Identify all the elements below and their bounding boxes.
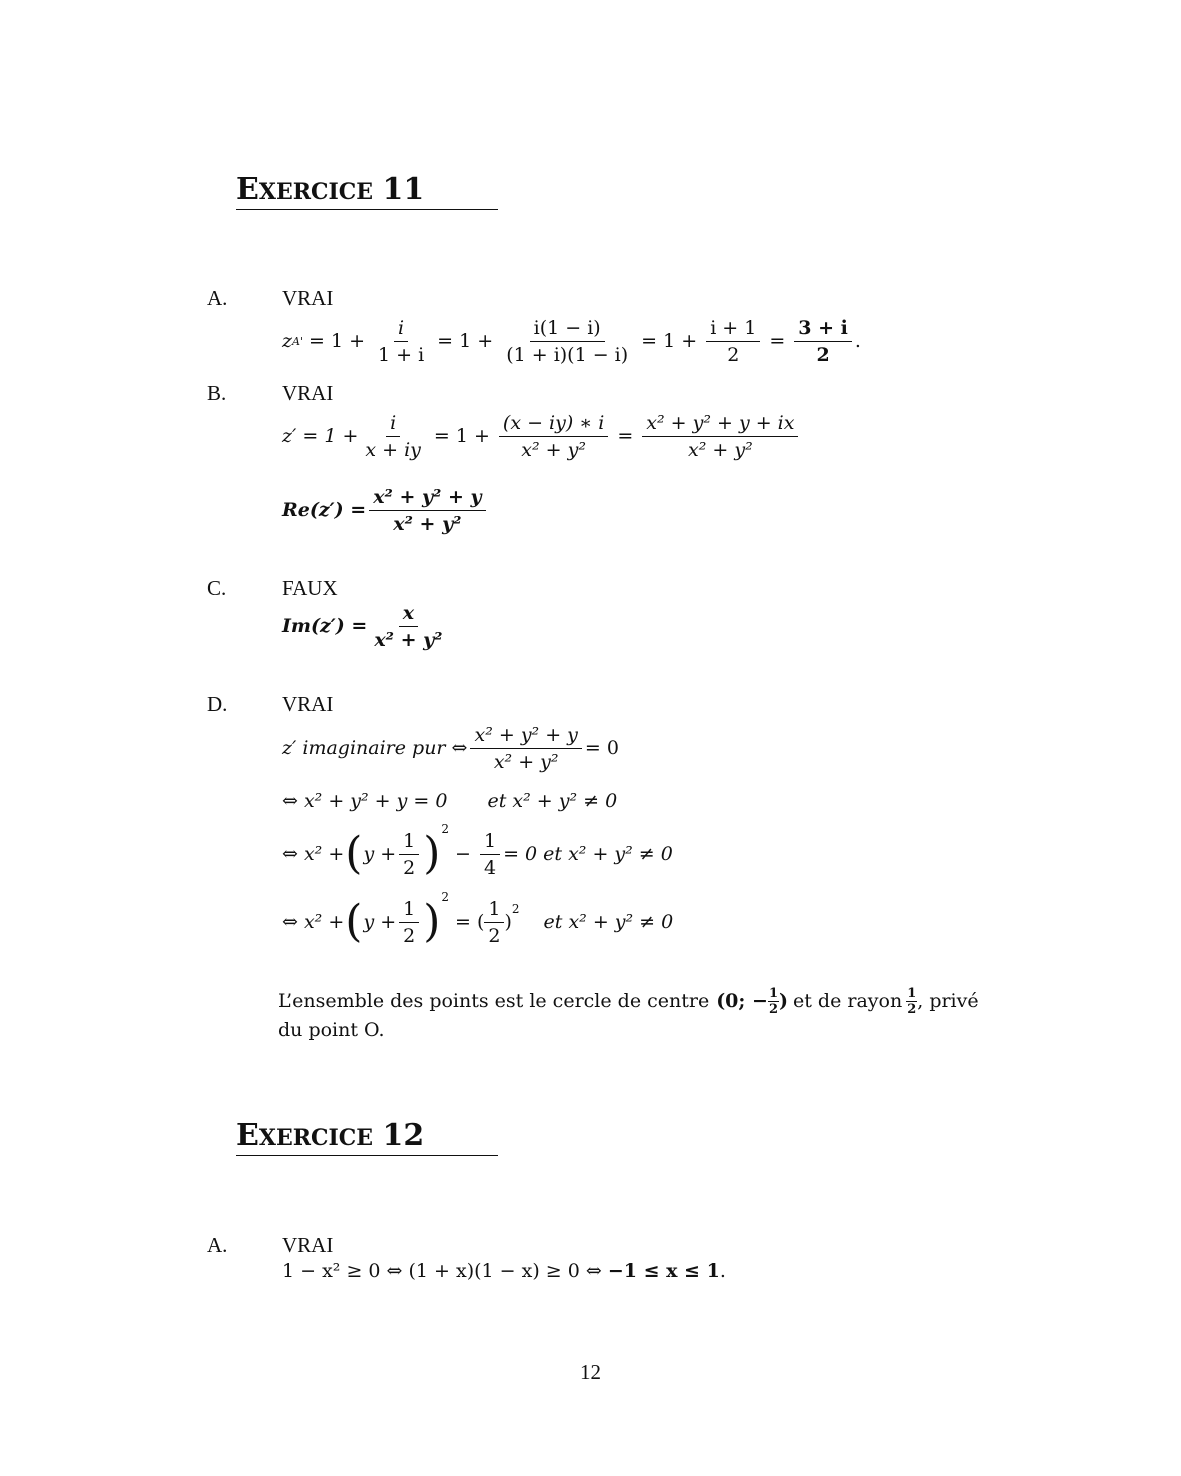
formula-d-l3-exp: 2 (441, 822, 450, 836)
formula-c-den: x² + y² (374, 628, 443, 651)
item-verdict-c: FAUX (282, 576, 338, 600)
formula-c-frac (370, 600, 446, 653)
ex12-formula-a (282, 1257, 726, 1285)
exercise-12-heading (236, 1120, 498, 1156)
ex12-formula-a-main: 1 − x² ≥ 0 ⇔ (1 + x)(1 − x) ≥ 0 ⇔ (282, 1260, 602, 1282)
item-verdict-a: VRAI (282, 286, 334, 310)
formula-d-l1-rhs: = 0 (584, 737, 619, 759)
formula-d-l3-half-num: 1 (399, 828, 419, 855)
formula-d-l3-half-den: 2 (403, 856, 416, 879)
formula-d-l3-a: ⇔ x² + (282, 843, 345, 865)
exercise-12-number: 12 (382, 1118, 425, 1153)
formula-d-l4-a: ⇔ x² + (282, 911, 345, 933)
item-verdict-d: VRAI (282, 692, 334, 716)
formula-a-result-den: 2 (816, 343, 830, 366)
formula-a (282, 310, 861, 372)
formula-d-l1-den: x² + y² (493, 750, 559, 773)
formula-b-frac3 (642, 410, 798, 463)
formula-b-frac2-den: x² + y² (521, 438, 586, 461)
formula-b-frac1 (361, 410, 425, 463)
item-letter-d: D. (207, 692, 228, 716)
formula-b-re-frac (369, 484, 485, 537)
formula-d-l1-frac (470, 722, 581, 775)
formula-d-l4-rhs-open: ( (476, 911, 485, 933)
centre-frac (768, 986, 779, 1017)
formula-c-num: x (402, 601, 415, 624)
ex12-formula-a-result: −1 ≤ x ≤ 1 (607, 1260, 720, 1282)
formula-d-l4-close-paren: ) (423, 896, 441, 947)
formula-a-eq3: = 1 + (641, 330, 698, 352)
formula-d-l4-half-den: 2 (403, 924, 416, 947)
formula-c (282, 594, 449, 658)
formula-a-frac3-num: i + 1 (706, 315, 760, 342)
formula-d-l4-half (399, 896, 419, 949)
formula-d-line3 (282, 822, 673, 886)
formula-d-l4-exp: 2 (441, 890, 450, 904)
formula-a-lhs: z (282, 330, 293, 352)
formula-a-eq1: = 1 + (308, 330, 365, 352)
conclusion-text-2: et de rayon (793, 990, 903, 1012)
conclusion-paragraph (278, 986, 998, 1044)
conclusion-line-2: du point O. (278, 1019, 385, 1041)
formula-a-result-num: 3 + i (794, 315, 852, 342)
formula-d-l1-num: x² + y² + y (474, 723, 578, 746)
formula-b-frac1-den: x + iy (365, 438, 421, 461)
conclusion-line-1 (278, 986, 998, 1017)
formula-d-l3-half (399, 828, 419, 881)
formula-a-frac1-num: i (398, 316, 405, 339)
rayon-num: 1 (907, 986, 917, 1001)
ex12-formula-a-end: . (719, 1260, 726, 1282)
formula-d-l3-quarter-num: 1 (480, 828, 500, 855)
formula-b-frac2 (499, 410, 608, 463)
formula-d-l4-rhs-den: 2 (488, 924, 501, 947)
formula-b-frac1-num: i (390, 411, 397, 434)
exercise-12-label: EXERCICE (236, 1118, 374, 1153)
formula-a-lhs-sub: A' (292, 334, 303, 348)
formula-a-frac1-den: 1 + i (378, 343, 425, 366)
formula-b-re-lhs: Re(z′) = (282, 499, 367, 521)
rayon-den: 2 (907, 1002, 917, 1017)
formula-d-l4-et: et x² + y² ≠ 0 (543, 911, 674, 933)
formula-d-l3-quarter-den: 4 (483, 856, 497, 879)
formula-d-l2: ⇔ x² + y² + y = 0 (282, 790, 448, 812)
item-letter-b: B. (207, 381, 227, 405)
formula-b-frac3-den: x² + y² (688, 438, 753, 461)
formula-a-frac2-den: (1 + i)(1 − i) (506, 343, 629, 366)
formula-a-end: . (854, 330, 861, 352)
formula-d-l4-eq: = (455, 911, 471, 933)
formula-b-frac2-num: (x − iy) ∗ i (502, 411, 605, 434)
formula-d-l2-et: et x² + y² ≠ 0 (487, 790, 618, 812)
formula-b-eq2: = 1 + (433, 425, 490, 447)
exercise-11-number: 11 (382, 172, 425, 207)
formula-a-frac2-num: i(1 − i) (530, 315, 605, 342)
formula-d-l4-rhs-frac (484, 896, 504, 949)
formula-b-frac3-num: x² + y² + y + ix (646, 411, 795, 434)
formula-a-frac1 (374, 315, 428, 368)
formula-d-line1 (282, 716, 619, 780)
formula-a-frac3 (706, 315, 760, 368)
item-verdict-b: VRAI (282, 381, 334, 405)
conclusion-text-1: L’ensemble des points est le cercle de centre (278, 990, 710, 1012)
formula-b-re-num: x² + y² + y (373, 485, 482, 508)
formula-d-l3-close-paren: ) (423, 828, 441, 879)
item-letter-c: C. (207, 576, 227, 600)
ex12-item-verdict-a: VRAI (282, 1233, 334, 1257)
formula-d-l3-rhs: = 0 et x² + y² ≠ 0 (503, 843, 673, 865)
formula-d-l4-open-paren: ( (345, 896, 363, 947)
formula-d-line2 (282, 786, 617, 816)
rayon-frac (906, 986, 917, 1017)
centre-close: ) (779, 990, 788, 1012)
formula-c-im-lhs: Im(z′) = (282, 615, 368, 637)
item-letter-a: A. (207, 286, 228, 310)
formula-d-l3-minus: − (455, 843, 471, 865)
centre-den: 2 (768, 1002, 778, 1017)
ex12-item-letter-a: A. (207, 1233, 228, 1257)
formula-a-eq4: = (769, 330, 786, 352)
formula-d-l4-half-num: 1 (399, 896, 419, 923)
formula-b (282, 404, 801, 468)
formula-d-l4-rhs-exp: 2 (511, 902, 520, 916)
formula-a-frac2 (502, 315, 632, 368)
formula-a-eq2: = 1 + (437, 330, 494, 352)
centre-num: 1 (768, 986, 778, 1001)
formula-d-l3-y: y + (363, 843, 397, 865)
formula-b-real-part (282, 478, 489, 542)
formula-d-l3-quarter (480, 828, 500, 881)
page-number: 12 (580, 1360, 601, 1384)
formula-d-line4 (282, 890, 673, 954)
formula-d-l4-rhs-close: ) (504, 911, 512, 933)
formula-b-eq3: = (617, 425, 634, 447)
formula-d-l3-open-paren: ( (345, 828, 363, 879)
formula-a-result (794, 315, 852, 368)
exercise-11-label: EXERCICE (236, 172, 374, 207)
formula-d-l1-lhs: z′ imaginaire pur ⇔ (282, 737, 468, 759)
formula-b-lhs: z′ = 1 + (282, 425, 359, 447)
centre-open: (0; − (716, 990, 768, 1012)
formula-a-frac3-den: 2 (727, 343, 740, 366)
formula-d-l4-y: y + (363, 911, 397, 933)
exercise-11-heading (236, 174, 498, 210)
formula-d-l4-rhs-num: 1 (484, 896, 504, 923)
conclusion-text-3: , privé (917, 990, 979, 1012)
formula-b-re-den: x² + y² (393, 512, 462, 535)
